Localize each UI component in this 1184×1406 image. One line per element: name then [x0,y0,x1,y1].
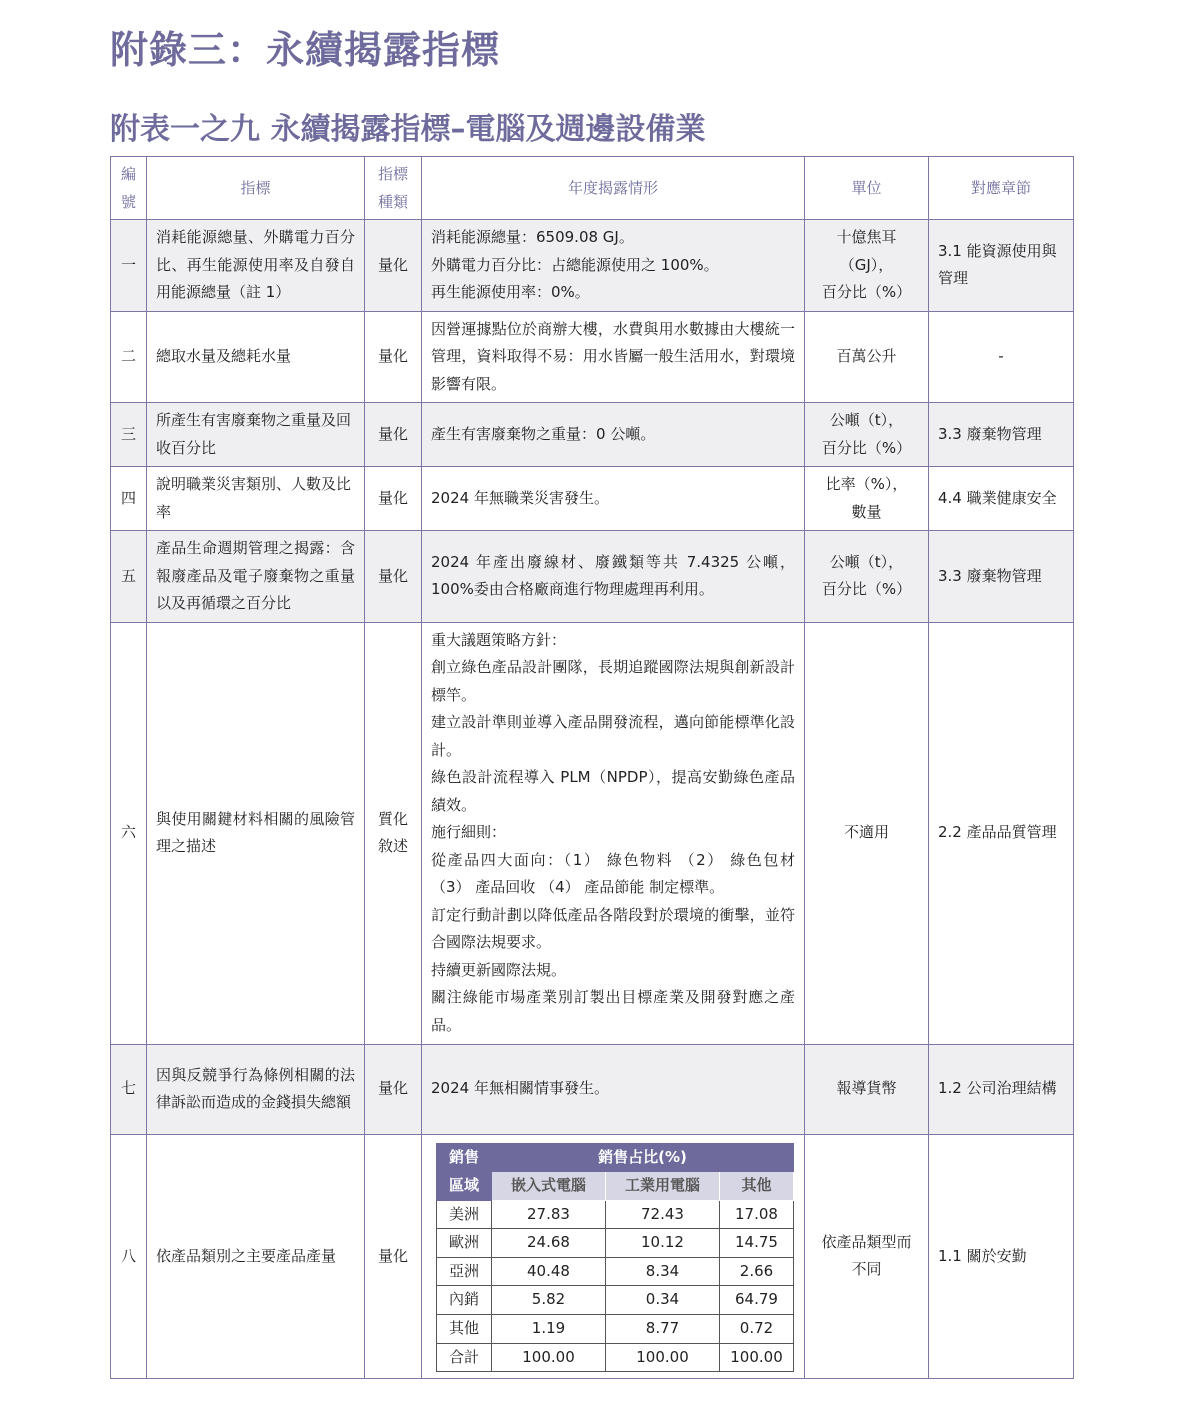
header-unit: 單位 [805,157,929,220]
row-number: 八 [111,1134,147,1379]
sales-corner-top: 銷售 [437,1143,492,1172]
header-disclosure: 年度揭露情形 [422,157,805,220]
sales-row [437,1229,794,1258]
sales-value: 0.34 [606,1286,720,1315]
row-number: 二 [111,311,147,403]
row-unit: 公噸（t）， 百分比（%） [805,403,929,467]
row-indicator: 產品生命週期管理之揭露：含報廢產品及電子廢棄物之重量以及再循環之百分比 [147,531,365,623]
row-disclosure: 消耗能源總量：6509.08 GJ。 外購電力百分比：占總能源使用之 100%。 再生能源使用率：0%。 [422,220,805,312]
sales-value: 64.79 [720,1286,794,1315]
row-type: 質化敘述 [365,622,422,1044]
table-row [111,622,1074,1044]
row-unit: 依產品類型而 不同 [805,1134,929,1379]
sales-header-row [437,1143,794,1172]
table-row [111,220,1074,312]
header-number: 編 號 [111,157,147,220]
sales-row [437,1315,794,1344]
row-chapter: 2.2 產品品質管理 [929,622,1074,1044]
row-number: 一 [111,220,147,312]
row-unit: 十億焦耳 （GJ）， 百分比（%） [805,220,929,312]
sales-row [437,1286,794,1315]
sales-subheader-row [437,1172,794,1201]
row-indicator: 說明職業災害類別、人數及比率 [147,467,365,531]
row-number: 五 [111,531,147,623]
row-disclosure: 2024 年無職業災害發生。 [422,467,805,531]
row-type: 量化 [365,311,422,403]
row-type: 量化 [365,467,422,531]
sales-region: 亞洲 [437,1257,492,1286]
table-row [111,1134,1074,1379]
sales-value: 8.77 [606,1315,720,1344]
row-unit: 百萬公升 [805,311,929,403]
sales-region: 內銷 [437,1286,492,1315]
header-indicator: 指標 [147,157,365,220]
sales-region: 歐洲 [437,1229,492,1258]
table-title: 附表一之九 永續揭露指標–電腦及週邊設備業 [110,112,706,147]
row-indicator: 消耗能源總量、外購電力百分比、再生能源使用率及自發自用能源總量（註 1） [147,220,365,312]
row-number: 四 [111,467,147,531]
table-header-row [111,157,1074,220]
sales-region: 合計 [437,1343,492,1372]
sales-corner-bottom: 區域 [437,1172,492,1201]
table-row [111,1044,1074,1134]
header-type: 指標 種類 [365,157,422,220]
sales-value: 1.19 [492,1315,606,1344]
table-row [111,403,1074,467]
sales-region: 美洲 [437,1200,492,1229]
row-disclosure: 產生有害廢棄物之重量：0 公噸。 [422,403,805,467]
sales-value: 0.72 [720,1315,794,1344]
row-disclosure [422,1134,805,1379]
row-indicator: 總取水量及總耗水量 [147,311,365,403]
row-indicator: 與使用關鍵材料相關的風險管理之描述 [147,622,365,1044]
row-chapter: - [929,311,1074,403]
sales-total-row [437,1343,794,1372]
row-type: 量化 [365,220,422,312]
sales-share-table [436,1143,794,1373]
sales-value: 100.00 [492,1343,606,1372]
sales-value: 8.34 [606,1257,720,1286]
sales-value: 100.00 [720,1343,794,1372]
row-unit: 公噸（t）， 百分比（%） [805,531,929,623]
disclosure-table [110,156,1074,1379]
row-indicator: 因與反競爭行為條例相關的法律訴訟而造成的金錢損失總額 [147,1044,365,1134]
sales-value: 10.12 [606,1229,720,1258]
sales-value: 40.48 [492,1257,606,1286]
row-number: 七 [111,1044,147,1134]
row-type: 量化 [365,1134,422,1379]
row-chapter: 1.2 公司治理結構 [929,1044,1074,1134]
row-unit: 報導貨幣 [805,1044,929,1134]
row-disclosure: 2024 年產出廢線材、廢鐵類等共 7.4325 公噸，100%委由合格廠商進行物理處理再利用。 [422,531,805,623]
row-type: 量化 [365,1044,422,1134]
sales-value: 5.82 [492,1286,606,1315]
row-chapter: 3.1 能資源使用與管理 [929,220,1074,312]
row-disclosure: 2024 年無相關情事發生。 [422,1044,805,1134]
sales-col-header: 工業用電腦 [606,1172,720,1201]
row-chapter: 1.1 關於安勤 [929,1134,1074,1379]
sales-region: 其他 [437,1315,492,1344]
sales-col-header: 嵌入式電腦 [492,1172,606,1201]
row-chapter: 4.4 職業健康安全 [929,467,1074,531]
row-disclosure: 重大議題策略方針： 創立綠色產品設計團隊，長期追蹤國際法規與創新設計標竿。 建立設計準則並導入產品開發流程，邁向節能標準化設計。 綠色設計流程導入 PLM（NPDP），提高安勤綠色產品績效。 施行細則： 從產品四大面向：（1） 綠色物料 （2） 綠色包材（3） 產品回收 （4） 產品節能 制定標準。 訂定行動計劃以降低產品各階段對於環境的衝擊，並符合國際法規要求。 持續更新國際法規。 關注綠能市場產業別訂製出目標產業及開發對應之產品。 [422,622,805,1044]
sales-group-header: 銷售占比(%) [492,1143,794,1172]
row-unit: 比率（%）， 數量 [805,467,929,531]
row-disclosure: 因營運據點位於商辦大樓，水費與用水數據由大樓統一管理，資料取得不易：用水皆屬一般生活用水，對環境影響有限。 [422,311,805,403]
sales-value: 27.83 [492,1200,606,1229]
sales-col-header: 其他 [720,1172,794,1201]
sales-value: 17.08 [720,1200,794,1229]
row-indicator: 依產品類別之主要產品產量 [147,1134,365,1379]
row-number: 三 [111,403,147,467]
sales-value: 14.75 [720,1229,794,1258]
row-unit: 不適用 [805,622,929,1044]
table-row [111,531,1074,623]
sales-value: 72.43 [606,1200,720,1229]
sales-value: 100.00 [606,1343,720,1372]
row-indicator: 所產生有害廢棄物之重量及回收百分比 [147,403,365,467]
page-title: 附錄三：永續揭露指標 [110,28,501,72]
row-type: 量化 [365,403,422,467]
sales-value: 2.66 [720,1257,794,1286]
table-row [111,311,1074,403]
sales-row [437,1200,794,1229]
row-chapter: 3.3 廢棄物管理 [929,531,1074,623]
row-chapter: 3.3 廢棄物管理 [929,403,1074,467]
header-chapter: 對應章節 [929,157,1074,220]
sales-value: 24.68 [492,1229,606,1258]
row-type: 量化 [365,531,422,623]
sales-row [437,1257,794,1286]
table-row [111,467,1074,531]
row-number: 六 [111,622,147,1044]
